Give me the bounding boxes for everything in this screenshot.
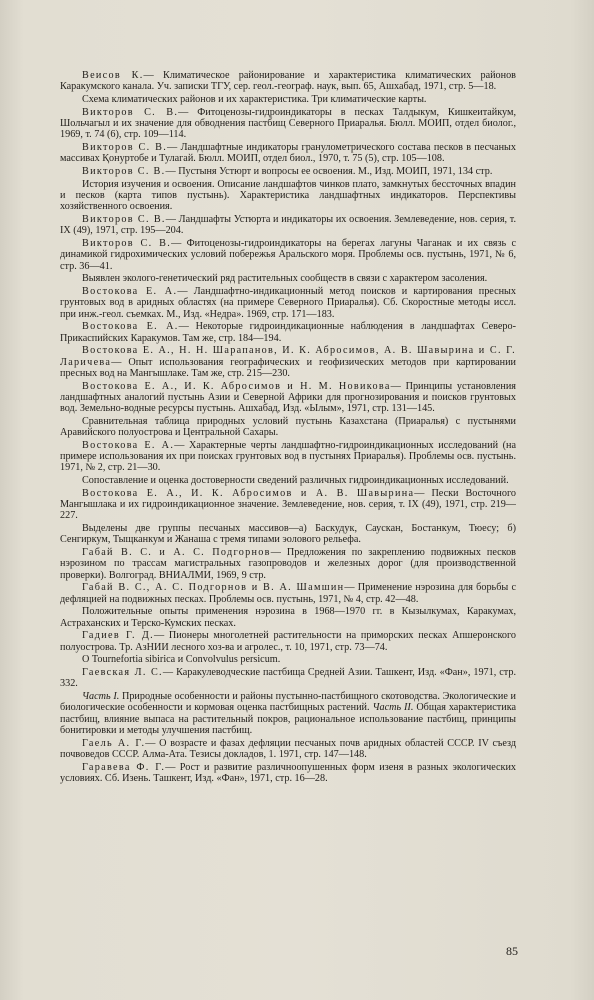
entry-author: Востокова Е. А., И. К. Абросимов и Н. М. Новикова (82, 380, 391, 392)
bibliography-entry (60, 214, 516, 237)
entry-annotation: Схема климатических районов и их характеристика. Три климатические карты. (82, 94, 427, 105)
entry-text: — Пески Восточного Мангышлака и их гидроиндикационное значение. Землеведение, нов. серия, т. IX (49), 1971, стр. 219—227. (60, 487, 516, 522)
entry-author: Востокова Е. А., Н. Н. Шарапанов, И. К. Абросимов, А. В. Шавырина и С. Г. Ларичева (60, 345, 516, 368)
entry-text: — О возрасте и фазах дефляции песчаных почв аридных областей СССР. IV съезд почвоведов СССР. Алма-Ата. Тезисы докладов, 1. 1971, стр. 147—148. (60, 737, 517, 760)
entry-text: — Характерные черты ландшафтно-гидроиндикационных исследований (на примере использования их при поисках грунтовых вод в пустынях Приаралья). Проблемы осв. пустынь. 1971, № 2, стр. 21—30. (60, 439, 516, 474)
entry-author: Викторов С. В. (82, 106, 179, 118)
bibliography-entry (60, 547, 516, 581)
bibliography-entry (60, 762, 516, 785)
entry-text: — Некоторые гидроиндикационные наблюдения в ландшафтах Северо-Прикаспийских Каракумов. Там же, стр. 184—194. (60, 321, 516, 344)
entry-text: — Пустыня Устюрт и вопросы ее освоения. М., Изд. МОИП, 1971, 134 стр. (165, 166, 493, 177)
bibliography-entry (60, 488, 516, 522)
entry-annotation: Выявлен эколого-генетический ряд растительных сообществ в связи с характером засоления. (82, 273, 488, 285)
entry-author: Гаевская Л. С. (82, 667, 163, 678)
part-label: Часть I. (82, 691, 120, 702)
entry-author: Габай В. С. и А. С. Подгорнов (82, 547, 271, 558)
entry-text: — Применение нэрозина для борьбы с дефляцией на подвижных песках. Проблемы осв. пустынь, 1971, № 4, стр. 42—48. (60, 582, 516, 605)
entry-annotation: Сравнительная таблица природных условий пустынь Казахстана (Приаралья) с пустынями Аравийского полуострова и Центральной Сахары. (60, 415, 516, 438)
entry-annotation: Сопоставление и оценка достоверности сведений различных гидроиндикационных исследований. (82, 475, 509, 486)
part-text: Природные особенности и районы пустынно-пастбищного скотоводства. Экологические и биологические особенности и кормовая оценка пастбищных растений. (60, 691, 516, 714)
entry-author: Востокова Е. А. (82, 286, 178, 297)
bibliography-entry (60, 70, 516, 93)
entry-annotation: О Tournefortia sibirica и Convolvulus persicum. (82, 654, 281, 666)
bibliography-entry (60, 630, 516, 653)
bibliography-entry (60, 381, 516, 415)
entry-author: Габай В. С., А. С. Подгорнов и В. А. Шамшин (82, 582, 345, 594)
entry-annotation (60, 691, 516, 736)
entry-author: Востокова Е. А. (82, 439, 175, 451)
entry-text: — Рост и развитие различноопушенных форм изеня в разных экологических условиях. Сб. Изень. Ташкент, Изд. «Фан», 1971, стр. 16—28. (60, 761, 516, 784)
entry-text: — Каракулеводческие пастбища Средней Азии. Ташкент, Изд. «Фан», 1971, стр. 332. (60, 667, 517, 690)
bibliography-entry (60, 440, 516, 474)
entry-author: Веисов К. (82, 70, 144, 81)
entry-author: Викторов С. В. (82, 142, 168, 153)
bibliography-entry (60, 667, 516, 690)
entry-author: Востокова Е. А. (82, 321, 179, 333)
entry-text: — Опыт использования географических и геофизических методов при картировании пресных вод на Мангышлаке. Там же, стр. 215—230. (60, 356, 516, 379)
entry-author: Викторов С. В. (82, 238, 172, 249)
bibliography-entry (60, 321, 516, 344)
bibliography-entry (60, 582, 516, 605)
entry-author: Викторов С. В. (82, 166, 166, 177)
entry-text: — Ландшафтно-индикационный метод поисков и картирования пресных грунтовых вод в аридных областях (на примере Северного Приаралья). Сб. Скоростные методы иссл. при инж.-геол. съемках. М., Изд. «Недра». 1969, стр. 171—183. (60, 286, 516, 320)
bibliography-text (60, 70, 516, 786)
bibliography-entry (60, 345, 516, 379)
entry-author: Востокова Е. А., И. К. Абросимов и А. В. Шавырина (82, 487, 415, 499)
entry-text: — Ландшафты Устюрта и индикаторы их освоения. Землеведение, нов. серия, т. IX (49), 1971, стр. 195—204. (60, 214, 516, 237)
entry-text: — Фитоценозы-гидроиндикаторы на берегах лагуны Чаганак и их связь с динамикой гидрохимических условий побережья Аральского моря. Проблемы осв. пустынь, 1971, № 6, стр. 36—41. (60, 238, 516, 272)
entry-annotation: Выделены две группы песчаных массивов—а) Баскудук, Саускан, Бостанкум, Тюесу; б) Сенгиркум, Тыщканкум и Жанаша с тремя типами эолового рельефа. (60, 523, 516, 546)
entry-text: — Пионеры многолетней растительности на приморских песках Апшеронского полуострова. Тр. АзНИИ лесного хоз-ва и агролес., т. 10, 1971, стр. 73—74. (60, 630, 516, 653)
bibliography-entry (60, 738, 516, 761)
bibliography-entry (60, 286, 516, 320)
entry-annotation: Положительные опыты применения нэрозина в 1968—1970 гг. в Кызылкумах, Каракумах, Астраханских и Терско-Кумских песках. (60, 606, 516, 629)
part-text: Общая характеристика пастбищ, влияние выпаса на растительный покров, рациональное использование пастбищ, принципы бонитировки и методы улучшения пастбищ. (60, 702, 517, 736)
bibliography-entry (60, 107, 516, 141)
entry-text: — Фитоценозы-гидроиндикаторы в песках Талдыкум, Кишкеитайкум, Шольчагыл и их значение для обводнения пастбищ Северного Приаралья. Бюлл. МОИП, отдел биолог., 1969, т. 74 (6), стр. 109—114. (60, 106, 517, 141)
page-number: 85 (506, 944, 518, 958)
bibliography-entry (60, 166, 516, 177)
entry-text: — Ландшафтные индикаторы гранулометрического состава песков в песчаных массивах Қонуртобе и Тулагай. Бюлл. МОИП, отдел биол., 1970, т. 75 (5), стр. 105—108. (60, 142, 516, 165)
entry-author: Викторов С. В. (82, 214, 166, 225)
bibliography-entry (60, 142, 516, 165)
entry-text: — Климатическое районирование и характеристика климатических районов Каракумского канала. Уч. записки ТГУ, сер. геол.-географ. наук, вып. 65, Ашхабад, 1971, стр. 5—18. (60, 70, 516, 93)
entry-text: — Принципы установления ландшафтных аналогий пустынь Азии и Северной Африки для прогнозирования и поисков грунтовых вод. Земельно-водные ресурсы пустынь. Ашхабад, Изд. «Ылым», 1971, стр. 131—145. (60, 380, 516, 414)
entry-author: Гаель А. Г. (82, 737, 146, 749)
entry-author: Гадиев Г. Д. (82, 630, 154, 642)
entry-text: — Предложения по закреплению подвижных песков нэрозином по трассам магистральных газопроводов и железных дорог (для производственной проверки). Волгоград. ВНИАЛМИ, 1969, 9 стр. (60, 547, 516, 581)
entry-annotation: История изучения и освоения. Описание ландшафтов чинков плато, замкнутых бессточных впадин и песков (карта типов пустынь). Характеристика ландшафтных индикаторов. Перспективы хозяйственного освоения. (60, 178, 516, 213)
entry-author: Гаравева Ф. Г. (82, 761, 166, 773)
part-label: Часть II. (372, 702, 414, 714)
bibliography-entry (60, 238, 516, 272)
